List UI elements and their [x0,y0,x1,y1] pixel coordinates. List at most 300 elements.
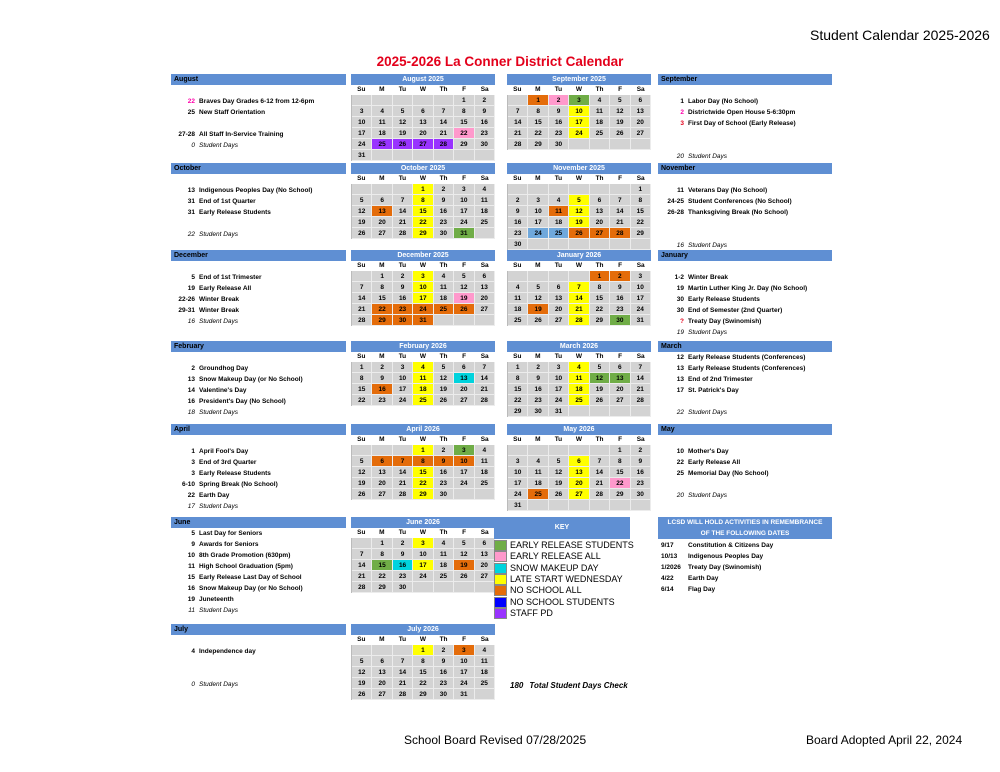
day-cell: 11 [372,117,392,128]
day-cell: 8 [352,373,372,384]
day-cell: 2 [372,362,392,373]
month-calendar-title: January 2026 [507,250,651,261]
empty-day-cell [528,445,548,456]
event-description: Student Days [688,492,728,499]
day-cell: 21 [508,128,528,139]
day-cell: 18 [475,667,495,678]
empty-day-cell [590,139,610,150]
event-date: 13 [187,376,195,383]
event-description: Student Days [688,242,728,249]
day-cell: 1 [610,445,630,456]
month-calendar [351,250,495,326]
weekday-header [507,85,651,95]
event-date: 10 [187,552,195,559]
day-cell: 3 [454,645,474,656]
empty-day-cell [569,239,589,250]
day-cell: 17 [454,206,474,217]
day-cell: 9 [508,206,528,217]
event-description: Last Day for Seniors [199,530,263,537]
key-swatch [494,563,507,574]
day-cell: 25 [434,571,454,582]
day-cell: 15 [413,467,433,478]
day-cell: 4 [549,195,569,206]
weekday-label: F [618,175,623,182]
day-cell: 5 [590,362,610,373]
event-description: Student Days [199,409,239,416]
empty-day-cell [352,271,372,282]
event-date: 12 [676,354,684,361]
empty-day-cell [393,184,413,195]
event-date: 19 [187,285,195,292]
day-cell: 27 [549,315,569,326]
day-cell: 13 [372,467,392,478]
event-description: Snow Makeup Day (or No School) [199,376,303,383]
event-item [171,305,346,316]
remembrance-date: 9/17 [661,542,674,549]
events-month-header: June [171,517,346,528]
day-cell: 5 [569,195,589,206]
weekday-label: W [419,175,427,182]
month-calendar-title: May 2026 [507,424,651,435]
day-cell: 17 [393,384,413,395]
day-cell: 2 [475,95,495,106]
day-cell: 8 [508,373,528,384]
day-cell: 13 [590,206,610,217]
weekday-label: Tu [554,353,563,360]
empty-day-cell [413,95,433,106]
empty-day-cell [549,239,569,250]
event-item [171,572,346,583]
event-date: 11 [188,563,195,570]
event-date: 0 [191,681,195,688]
calendar-title: 2025-2026 La Conner District Calendar [376,54,624,69]
day-cell: 7 [475,362,495,373]
day-cell: 3 [508,456,528,467]
day-cell: 21 [569,304,589,315]
day-grid [351,184,495,239]
events-month-header: May [658,424,832,435]
day-cell: 8 [413,656,433,667]
events-month-header: October [171,163,346,174]
remembrance-description: Constitution & Citizens Day [688,542,774,549]
weekday-label: F [618,262,623,269]
day-cell: 15 [528,117,548,128]
day-grid [351,271,495,326]
empty-day-cell [413,150,433,161]
day-cell: 19 [569,217,589,228]
event-description: St. Patrick's Day [688,387,739,394]
event-item [171,561,346,572]
day-cell: 24 [454,217,474,228]
event-item [658,196,832,207]
empty-day-cell [372,645,392,656]
day-cell: 13 [413,117,433,128]
day-cell: 14 [569,293,589,304]
day-cell: 31 [549,406,569,417]
day-cell: 7 [590,456,610,467]
day-cell: 5 [528,282,548,293]
day-cell: 2 [610,271,630,282]
day-cell: 17 [631,293,651,304]
events-october [171,163,346,253]
day-cell: 4 [475,184,495,195]
empty-day-cell [434,315,454,326]
day-cell: 25 [372,139,392,150]
event-description: Awards for Seniors [199,541,259,548]
day-cell: 27 [631,128,651,139]
event-description: Early Release Students (Conferences) [688,365,806,372]
day-cell: 18 [475,467,495,478]
day-cell: 31 [454,228,474,239]
day-cell: 25 [528,489,548,500]
day-cell: 28 [610,228,630,239]
day-cell: 12 [610,106,630,117]
day-cell: 16 [610,293,630,304]
event-description: Mother's Day [688,448,729,455]
day-cell: 26 [352,228,372,239]
day-grid [351,362,495,406]
event-item [658,305,832,316]
event-description: Winter Break [688,274,729,281]
events-december [171,250,346,340]
event-item [171,583,346,594]
day-cell: 1 [528,95,548,106]
day-cell: 26 [549,489,569,500]
event-item [658,185,832,196]
event-item [171,539,346,550]
events-august [171,74,346,164]
day-cell: 18 [549,217,569,228]
weekday-label: M [379,436,385,443]
event-item [658,363,832,374]
weekday-label: M [379,262,385,269]
day-cell: 2 [393,271,413,282]
weekday-label: Th [439,262,448,269]
day-cell: 2 [549,95,569,106]
day-cell: 16 [372,384,392,395]
day-cell: 19 [393,128,413,139]
day-cell: 29 [413,489,433,500]
day-cell: 10 [528,206,548,217]
day-cell: 15 [352,384,372,395]
day-cell: 8 [590,282,610,293]
day-cell: 26 [352,489,372,500]
event-item [658,294,832,305]
day-cell: 24 [413,571,433,582]
event-description: Early Release Students [688,296,760,303]
day-cell: 23 [549,128,569,139]
event-description: April Fool's Day [199,448,249,455]
weekday-label: Su [357,175,366,182]
event-description: Student Days [688,153,728,160]
month-calendar-title: February 2026 [351,341,495,352]
month-calendar [351,74,495,161]
day-cell: 3 [528,195,548,206]
event-date: 14 [187,387,195,394]
day-cell: 20 [569,478,589,489]
day-cell: 10 [508,467,528,478]
event-item [171,501,346,512]
day-cell: 19 [434,384,454,395]
day-cell: 16 [549,117,569,128]
day-cell: 14 [508,117,528,128]
weekday-label: W [419,436,427,443]
month-calendar [351,624,495,700]
event-description: Braves Day Grades 6-12 from 12-6pm [199,98,315,105]
total-value: 180 [510,681,524,690]
empty-day-cell [372,95,392,106]
weekday-header [351,85,495,95]
event-item [658,207,832,218]
day-cell: 27 [413,139,433,150]
day-cell: 14 [434,117,454,128]
day-cell: 5 [352,656,372,667]
weekday-label: Sa [636,86,645,93]
document-title: Student Calendar 2025-2026 [810,27,990,43]
weekday-label: Tu [398,436,407,443]
day-cell: 20 [610,384,630,395]
event-description: Earth Day [199,492,230,499]
event-description: New Staff Orientation [199,109,266,116]
day-cell: 30 [434,228,454,239]
day-cell: 4 [508,282,528,293]
day-cell: 26 [434,395,454,406]
remembrance-date: 1/2026 [661,564,681,571]
day-cell: 28 [352,582,372,593]
day-cell: 12 [590,373,610,384]
day-cell: 3 [631,271,651,282]
empty-day-cell [413,582,433,593]
event-date: 22 [187,98,195,105]
event-description: Early Release All [688,459,741,466]
day-cell: 15 [372,293,392,304]
month-calendar-title: December 2025 [351,250,495,261]
event-item [171,396,346,407]
day-cell: 28 [631,395,651,406]
event-date: 11 [677,187,684,194]
event-date: 25 [676,470,684,477]
weekday-label: Su [357,636,366,643]
event-date: 1 [191,448,195,455]
day-cell: 15 [631,206,651,217]
day-cell: 5 [352,456,372,467]
day-cell: 21 [475,384,495,395]
day-cell: 25 [475,217,495,228]
event-date: 22 [187,492,195,499]
weekday-header [351,435,495,445]
event-item [658,490,832,501]
day-cell: 16 [508,217,528,228]
day-cell: 27 [610,395,630,406]
day-cell: 1 [372,538,392,549]
empty-day-cell [454,489,474,500]
day-cell: 24 [631,304,651,315]
day-cell: 3 [393,362,413,373]
day-cell: 1 [413,445,433,456]
event-description: Indigenous Peoples Day (No School) [199,187,313,194]
weekday-label: Tu [554,436,563,443]
event-item [171,196,346,207]
day-cell: 26 [454,304,474,315]
event-description: End of 1st Trimester [199,274,262,281]
day-grid [507,362,651,417]
event-item [171,129,346,140]
events-march [658,341,832,431]
day-cell: 28 [393,689,413,700]
day-cell: 18 [434,293,454,304]
empty-day-cell [569,500,589,511]
event-date: 22-26 [178,296,195,303]
key-label: STAFF PD [510,607,553,618]
weekday-label: M [379,529,385,536]
empty-day-cell [372,184,392,195]
remembrance-dates [658,517,832,599]
event-description: Student Days [199,231,239,238]
event-item [171,283,346,294]
day-cell: 27 [454,395,474,406]
day-cell: 30 [610,315,630,326]
day-cell: 4 [413,362,433,373]
event-item [171,385,346,396]
weekday-label: M [535,86,541,93]
event-date: 25 [187,109,195,116]
day-cell: 30 [393,315,413,326]
weekday-label: F [462,436,467,443]
day-cell: 29 [413,228,433,239]
event-item [658,327,832,338]
empty-day-cell [528,271,548,282]
day-cell: 26 [610,128,630,139]
event-description: End of 3rd Quarter [199,459,257,466]
empty-day-cell [569,184,589,195]
day-cell: 30 [549,139,569,150]
weekday-header [351,174,495,184]
day-cell: 6 [631,95,651,106]
events-month-header: December [171,250,346,261]
weekday-label: Tu [554,262,563,269]
weekday-label: M [379,353,385,360]
day-cell: 19 [454,560,474,571]
day-cell: 31 [508,500,528,511]
weekday-label: Sa [480,636,489,643]
event-description: Student Days [199,607,239,614]
day-cell: 23 [528,395,548,406]
day-cell: 8 [413,456,433,467]
empty-day-cell [569,406,589,417]
day-cell: 18 [590,117,610,128]
event-date: 22 [676,409,684,416]
day-cell: 2 [393,538,413,549]
event-item [658,272,832,283]
weekday-label: M [535,262,541,269]
day-cell: 23 [508,228,528,239]
day-cell: 17 [508,478,528,489]
weekday-label: F [618,353,623,360]
month-calendar [507,74,651,150]
day-cell: 6 [372,195,392,206]
day-cell: 16 [631,467,651,478]
remembrance-date: 6/14 [661,586,674,593]
day-grid [351,538,495,593]
month-calendar-title: August 2025 [351,74,495,85]
event-item [171,207,346,218]
empty-day-cell [475,582,495,593]
empty-day-cell [372,445,392,456]
day-cell: 7 [393,656,413,667]
events-month-header: March [658,341,832,352]
day-cell: 30 [508,239,528,250]
weekday-label: Th [439,529,448,536]
day-cell: 10 [454,195,474,206]
day-cell: 23 [434,478,454,489]
day-cell: 27 [475,571,495,582]
day-cell: 11 [569,373,589,384]
event-item [171,96,346,107]
weekday-label: Tu [398,529,407,536]
event-description: Student Days [199,503,239,510]
day-cell: 8 [631,195,651,206]
events-april [171,424,346,514]
weekday-label: Su [513,353,522,360]
day-cell: 12 [352,467,372,478]
event-date: 19 [676,329,684,336]
weekday-label: Su [513,175,522,182]
event-date: 5 [191,274,195,281]
weekday-label: F [462,175,467,182]
day-cell: 25 [508,315,528,326]
day-cell: 16 [434,467,454,478]
event-date: 13 [676,376,684,383]
event-item [658,107,832,118]
empty-day-cell [393,150,413,161]
remembrance-item [658,584,832,595]
day-cell: 21 [434,128,454,139]
day-cell: 8 [610,456,630,467]
day-cell: 27 [475,304,495,315]
day-cell: 16 [434,206,454,217]
day-cell: 16 [393,293,413,304]
month-calendar-title: July 2026 [351,624,495,635]
day-cell: 22 [528,128,548,139]
day-cell: 25 [475,478,495,489]
event-date: 30 [676,307,684,314]
event-description: Student Conferences (No School) [688,198,792,205]
day-cell: 2 [434,184,454,195]
day-cell: 12 [454,549,474,560]
event-date: 3 [680,120,684,127]
weekday-label: Th [439,353,448,360]
day-cell: 21 [631,384,651,395]
event-date: 11 [188,607,195,614]
day-cell: 1 [413,645,433,656]
day-cell: 4 [475,445,495,456]
event-description: Districtwide Open House 5-6:30pm [688,109,796,116]
day-cell: 9 [549,106,569,117]
weekday-label: Th [439,436,448,443]
day-cell: 22 [372,571,392,582]
empty-day-cell [454,150,474,161]
event-date: 16 [187,398,195,405]
event-item [171,550,346,561]
day-cell: 3 [413,271,433,282]
empty-day-cell [508,184,528,195]
key-label: NO SCHOOL STUDENTS [510,596,615,607]
weekday-label: F [618,86,623,93]
weekday-label: Th [439,636,448,643]
event-description: Independence day [199,648,256,655]
day-cell: 13 [569,467,589,478]
key-label: EARLY RELEASE STUDENTS [510,540,634,550]
